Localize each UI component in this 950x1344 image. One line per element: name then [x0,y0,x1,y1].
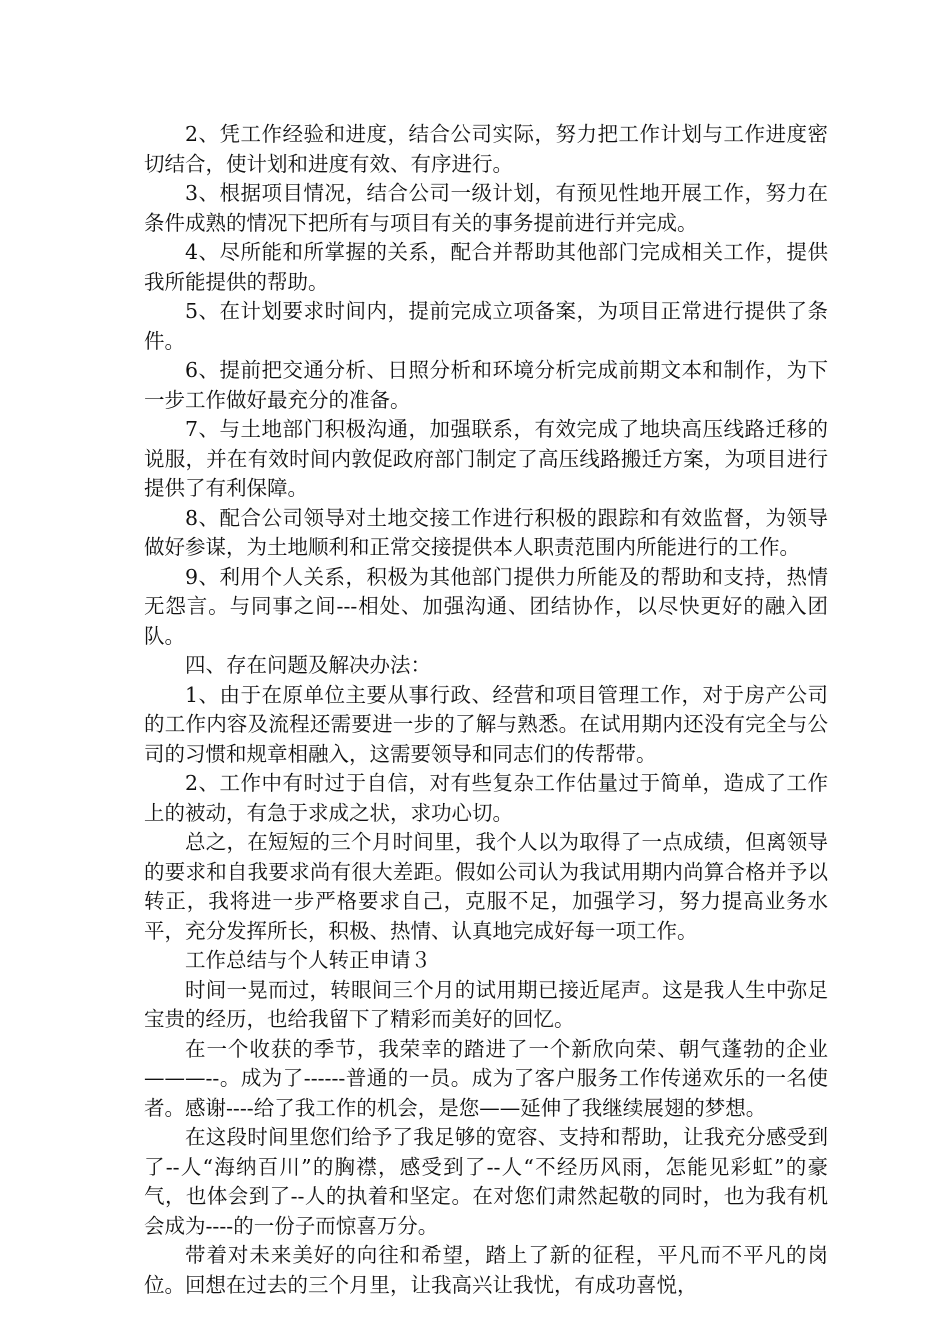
document-body [144,120,828,1300]
paragraph-item-8: 8、配合公司领导对土地交接工作进行积极的跟踪和有效监督，为领导做好参谋，为土地顺利和正常交接提供本人职责范围内所能进行的工作。 [144,505,828,559]
paragraph-item-2: 2、凭工作经验和进度，结合公司实际，努力把工作计划与工作进度密切结合，使计划和进度有效、有序进行。 [144,122,828,176]
problem-item-2: 2、工作中有时过于自信，对有些复杂工作估量过于简单，造成了工作上的被动，有急于求成之状，求功心切。 [144,771,828,825]
body-paragraph: 在这段时间里您们给予了我足够的宽容、支持和帮助，让我充分感受到了--人“海纳百川”的胸襟，感受到了--人“不经历风雨，怎能见彩虹”的豪气，也体会到了--人的执着和坚定。在对您们肃然起敬的同时，也为我有机会成为----的一份子而惊喜万分。 [144,1125,828,1238]
paragraph-item-5: 5、在计划要求时间内，提前完成立项备案，为项目正常进行提供了条件。 [144,299,828,353]
body-paragraph: 时间一晃而过，转眼间三个月的试用期已接近尾声。这是我人生中弥足宝贵的经历，也给我留下了精彩而美好的回忆。 [144,977,828,1031]
paragraph-item-3: 3、根据项目情况，结合公司一级计划，有预见性地开展工作，努力在条件成熟的情况下把所有与项目有关的事务提前进行并完成。 [144,181,828,235]
paragraph-item-6: 6、提前把交通分析、日照分析和环境分析完成前期文本和制作，为下一步工作做好最充分的准备。 [144,358,828,412]
problem-item-1: 1、由于在原单位主要从事行政、经营和项目管理工作，对于房产公司的工作内容及流程还需要进一步的了解与熟悉。在试用期内还没有完全与公司的习惯和规章相融入，这需要领导和同志们的传帮带。 [144,682,828,766]
body-paragraph: 在一个收获的季节，我荣幸的踏进了一个新欣向荣、朝气蓬勃的企业———--。成为了------普通的一员。成为了客户服务工作传递欢乐的一名使者。感谢----给了我工作的机会，是您——延伸了我继续展翅的梦想。 [144,1036,828,1120]
summary-paragraph: 总之，在短短的三个月时间里，我个人以为取得了一点成绩，但离领导的要求和自我要求尚有很大差距。假如公司认为我试用期内尚算合格并予以转正，我将进一步严格要求自己，克服不足，加强学习，努力提高业务水平，充分发挥所长，积极、热情、认真地完成好每一项工作。 [144,830,828,943]
paragraph-item-9: 9、利用个人关系，积极为其他部门提供力所能及的帮助和支持，热情无怨言。与同事之间---相处、加强沟通、团结协作，以尽快更好的融入团队。 [144,564,828,648]
section-title: 工作总结与个人转正申请３ [185,948,431,972]
section-heading-problems: 四、存在问题及解决办法： [185,653,431,677]
body-paragraph: 带着对未来美好的向往和希望，踏上了新的征程，平凡而不平凡的岗位。回想在过去的三个月里，让我高兴让我忧，有成功喜悦， [144,1243,828,1297]
paragraph-item-7: 7、与土地部门积极沟通，加强联系，有效完成了地块高压线路迁移的说服，并在有效时间内敦促政府部门制定了高压线路搬迁方案，为项目进行提供了有利保障。 [144,417,828,500]
paragraph-item-4: 4、尽所能和所掌握的关系，配合并帮助其他部门完成相关工作，提供我所能提供的帮助。 [144,240,828,294]
